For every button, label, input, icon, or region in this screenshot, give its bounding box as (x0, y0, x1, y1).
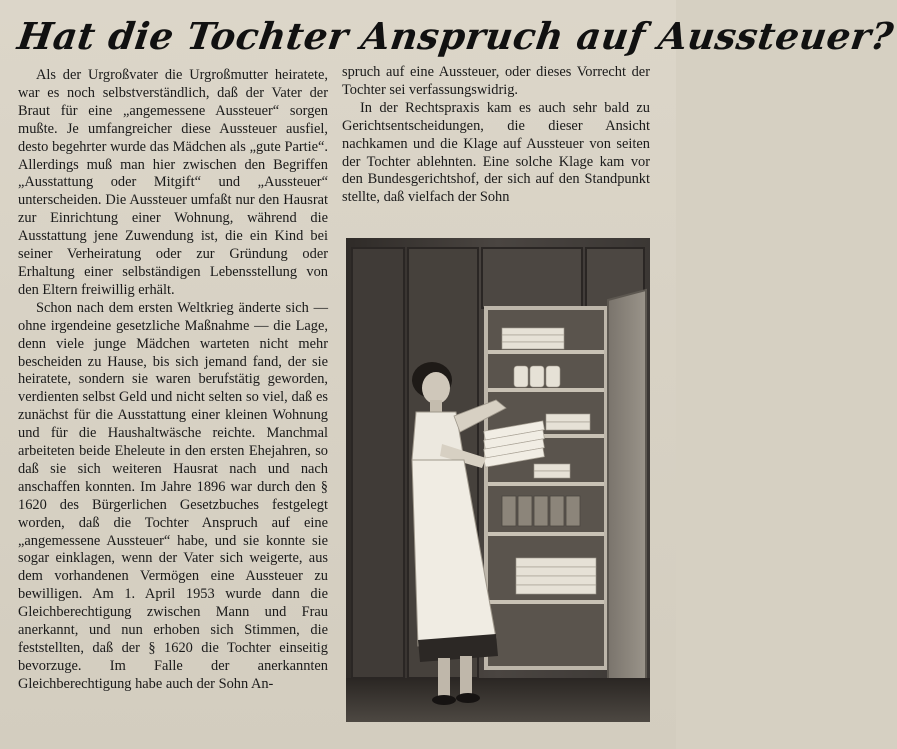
photo-woman-at-linen-cupboard (346, 238, 650, 722)
left-text-column (18, 67, 328, 694)
paragraph: spruch auf eine Aussteuer, oder dieses Vorrecht der Tochter sei verfassungswidrig. (342, 64, 650, 98)
paragraph: Schon nach dem ersten Weltkrieg änderte sich — ohne irgendeine gesetzliche Maßnahme — die Lage, denn viele junge Mädchen warteten nicht mehr bescheiden zu Hause, bis sich jemand fand, der sie heiratete, sondern sie waren berufstätig geworden, verdienten selbst Geld und nicht selten so viel, daß es zunächst für die Ausstattung einer kleinen Wohnung und für die Haushaltwäsche reichte. Manchmal arbeiteten beide Eheleute in den ersten Ehejahren, so daß sie sich weiteren Hausrat nach und nach anschaffen konnten. Im Jahre 1896 war durch den § 1620 des Bürgerlichen Gesetzbuches festgelegt worden, daß die Tochter Anspruch auf eine „angemessene Aussteuer“ habe, und sie konnte sie sogar einklagen, wenn der Vater sich weigerte, aus dem vorhandenen Vermögen eine Aussteuer zu bewilligen. Am 1. April 1953 wurde dann die Gleichberechtigung zwischen Mann und Frau anerkannt, und nun erhoben sich Stimmen, die feststellten, daß der § 1620 die Tochter einseitig bevorzuge. Im Falle der anerkannten Gleichberechtigung habe auch der Sohn An- (18, 299, 328, 692)
article-headline: Hat die Tochter Anspruch auf Aussteuer? (14, 14, 897, 58)
right-text-column (342, 64, 650, 207)
paragraph: Als der Urgroßvater die Urgroßmutter heiratete, war es noch selbstverständlich, daß der Vater der Braut für eine „angemessene Aussteuer“ sorgen mußte. Je umfangreicher diese Aussteuer ausfiel, desto begehrter wurde das Mädchen als „gute Partie“. Allerdings muß man hier zwischen den Begriffen „Ausstattung oder Mitgift“ und „Aussteuer“ unterscheiden. Die Aussteuer umfaßt nur den Hausrat zur Einrichtung einer Wohnung, während die Ausstattung jene Zuwendung ist, die ein Kind bei seiner Verheiratung oder zur Gründung oder Erhaltung einer selbständigen Lebensstellung von den Eltern freiwillig erhält. (18, 67, 328, 298)
linen-cupboard-illustration (346, 238, 650, 722)
paragraph: In der Rechtspraxis kam es auch sehr bald zu Gerichtsentscheidungen, die dieser Ansicht nachkamen und die Klage auf Aussteuer von seiten der Tochter ablehnten. Eine solche Klage kam vor den Bundesgerichtshof, der sich auf den Standpunkt stellte, daß vielfach der Sohn (342, 99, 650, 206)
